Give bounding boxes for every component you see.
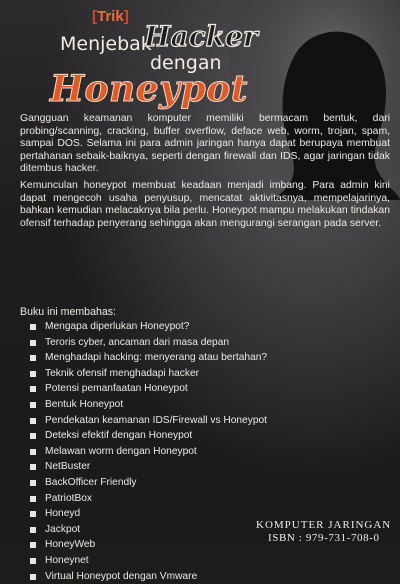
- square-bullet-icon: [30, 402, 36, 408]
- list-item-label: Jackpot: [45, 522, 80, 538]
- list-item: [30, 335, 290, 351]
- square-bullet-icon: [30, 449, 36, 455]
- list-item-label: NetBuster: [45, 459, 90, 475]
- square-bullet-icon: [30, 511, 36, 517]
- list-item-label: Honeynet: [45, 553, 89, 569]
- list-item-label: BackOfficer Friendly: [45, 475, 137, 491]
- list-item: [30, 553, 290, 569]
- list-item-label: Teknik ofensif menghadapi hacker: [45, 366, 199, 382]
- list-item: [30, 319, 290, 335]
- list-item-label: PatriotBox: [45, 491, 92, 507]
- square-bullet-icon: [30, 371, 36, 377]
- trik-label: [92, 8, 129, 25]
- trik-close-bracket: ]: [124, 8, 129, 25]
- list-item-label: Teroris cyber, ancaman dari masa depan: [45, 335, 229, 351]
- list-item: [30, 381, 290, 397]
- list-item-label: Deteksi efektif dengan Honeypot: [45, 428, 192, 444]
- list-item-label: Melawan worm dengan Honeypot: [45, 444, 197, 460]
- square-bullet-icon: [30, 542, 36, 548]
- list-item: [30, 397, 290, 413]
- list-item: [30, 506, 290, 522]
- list-item: [30, 350, 290, 366]
- square-bullet-icon: [30, 418, 36, 424]
- list-item-label: Pendekatan keamanan IDS/Firewall vs Honeypot: [45, 413, 267, 429]
- list-item-label: Menghadapi hacking: menyerang atau bertahan?: [45, 350, 267, 366]
- title-menjebak: Menjebak: [60, 33, 152, 55]
- trik-word: Trik: [97, 8, 124, 25]
- list-item-label: HoneyWeb: [45, 537, 95, 553]
- list-item: [30, 491, 290, 507]
- square-bullet-icon: [30, 324, 36, 330]
- topics-list: [30, 319, 290, 584]
- square-bullet-icon: [30, 433, 36, 439]
- square-bullet-icon: [30, 464, 36, 470]
- title-hacker: Hacker: [144, 20, 258, 53]
- list-item: [30, 459, 290, 475]
- description: [20, 113, 390, 234]
- square-bullet-icon: [30, 340, 36, 346]
- description-paragraph-1: Gangguan keamanan komputer memiliki bermacam bentuk, dari probing/scanning, cracking, buffer overflow, deface web, worm, trojan, spam, sampai DOS. Selama ini para admin jaringan hanya dapat berupaya membuat pertahanan sebaik-baiknya, seperti dengan firewall dan IDS, agar jaringan tidak ditembus hacker.: [20, 113, 390, 176]
- square-bullet-icon: [30, 527, 36, 533]
- list-item: [30, 428, 290, 444]
- title-honeypot: Honeypot: [50, 68, 248, 110]
- list-item: [30, 475, 290, 491]
- list-item: [30, 537, 290, 553]
- list-item-label: Potensi pemanfaatan Honeypot: [45, 381, 188, 397]
- list-item-label: Virtual Honeypot dengan Vmware: [45, 569, 197, 584]
- isbn-number: ISBN : 979-731-708-0: [268, 532, 380, 544]
- square-bullet-icon: [30, 558, 36, 564]
- trik-open-bracket: [: [92, 8, 97, 25]
- list-item: [30, 413, 290, 429]
- list-item: [30, 444, 290, 460]
- publisher-series: KOMPUTER JARINGAN: [256, 519, 391, 531]
- list-item-label: Mengapa diperlukan Honeypot?: [45, 319, 189, 335]
- list-item: [30, 569, 290, 584]
- topics-heading: Buku ini membahas:: [20, 306, 116, 318]
- list-item: [30, 366, 290, 382]
- cover-title: [0, 0, 260, 110]
- square-bullet-icon: [30, 574, 36, 580]
- description-paragraph-2: Kemunculan honeypot membuat keadaan menjadi imbang. Para admin kini dapat mengecoh usaha penyusup, mencatat aktivitasnya, mempelajarinya, bahkan kemudian melacaknya bila perlu. Honeypot mampu melakukan tindakan ofensif terhadap penyerang sehingga akan mengurangi serangan pada server.: [20, 180, 390, 230]
- list-item: [30, 522, 290, 538]
- list-item-label: Bentuk Honeypot: [45, 397, 123, 413]
- title-dengan: dengan: [150, 52, 222, 74]
- square-bullet-icon: [30, 496, 36, 502]
- square-bullet-icon: [30, 355, 36, 361]
- square-bullet-icon: [30, 386, 36, 392]
- list-item-label: Honeyd: [45, 506, 80, 522]
- square-bullet-icon: [30, 480, 36, 486]
